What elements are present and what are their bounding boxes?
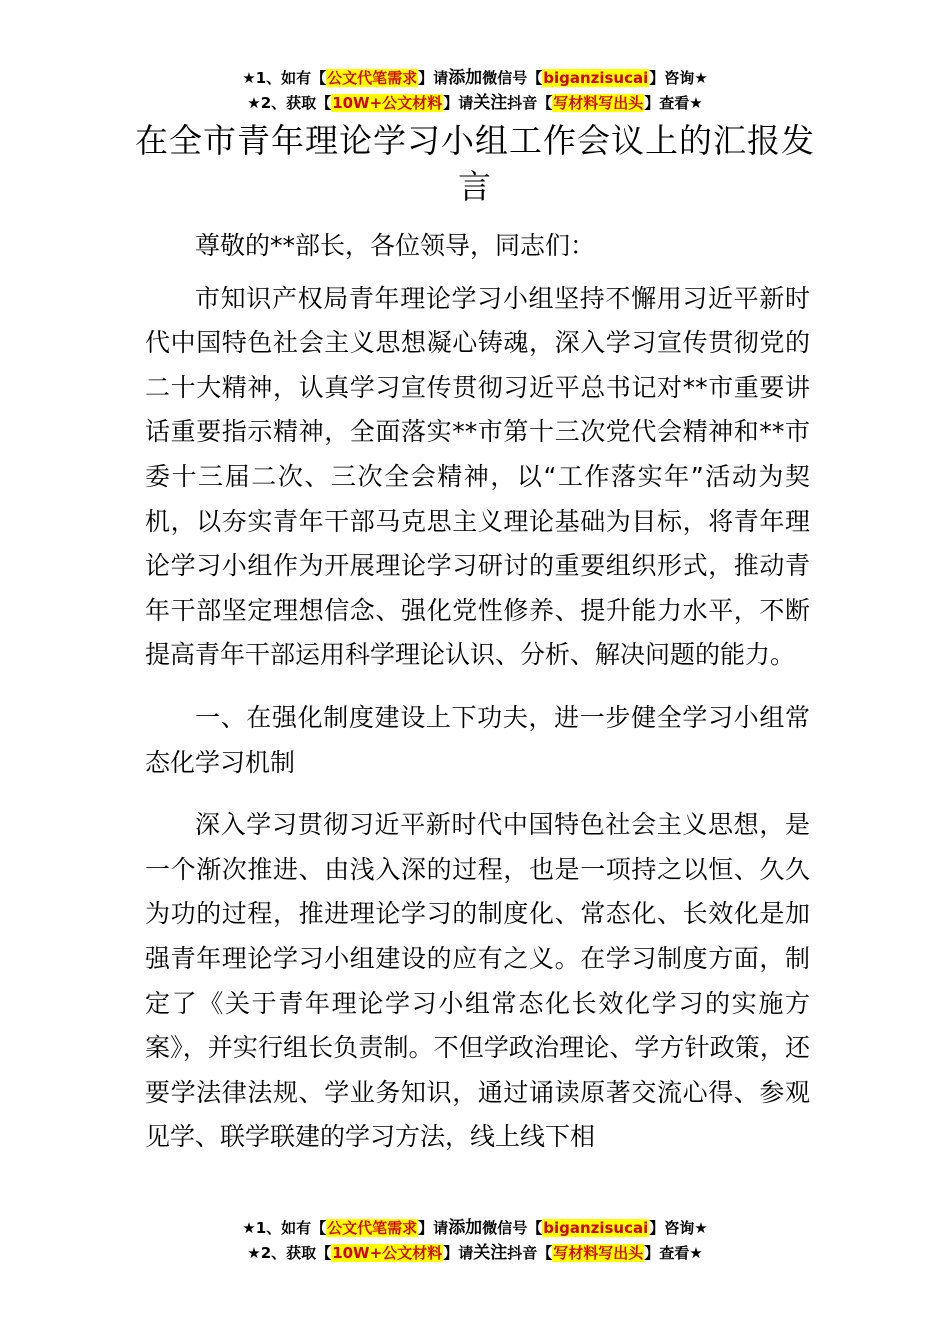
banner-line-1	[0, 1216, 950, 1241]
banner-text: 】请	[443, 94, 474, 112]
banner-emphasis: 添加	[448, 68, 483, 88]
banner-line-2	[0, 91, 950, 116]
paragraph-intro: 市知识产权局青年理论学习小组坚持不懈用习近平新时代中国特色社会主义思想凝心铸魂，深入学习宣传贯彻党的二十大精神，认真学习宣传贯彻习近平总书记对**市重要讲话重要指示精神，全面落实**市第十三次党代会精神和**市委十三届二次、三次全会精神，以“工作落实年”活动为契机，以夯实青年干部马克思主义理论基础为目标，将青年理论学习小组作为开展理论学习研讨的重要组织形式，推动青年干部坚定理想信念、强化党性修养、提升能力水平，不断提高青年干部运用科学理论认识、分析、解决问题的能力。	[145, 283, 810, 670]
highlight-wechat-id: biganzisucai	[543, 69, 649, 87]
banner-text: ★2、获取【	[247, 1244, 332, 1262]
document-body	[145, 224, 810, 1160]
highlight-service: 公文代笔需求	[327, 69, 418, 87]
banner-text: 微信号【	[482, 1219, 543, 1237]
banner-text: ★2、获取【	[247, 94, 332, 112]
banner-text: 】请	[418, 1219, 449, 1237]
banner-text: ★1、如有【	[242, 1219, 327, 1237]
banner-emphasis: 添加	[448, 1218, 483, 1238]
banner-text: 】查看★	[644, 94, 703, 112]
document-title: 在全市青年理论学习小组工作会议上的汇报发言	[135, 121, 815, 206]
highlight-douyin-account: 写材料写出头	[553, 1244, 644, 1262]
banner-emphasis: 关注	[473, 93, 508, 113]
banner-text: 】请	[443, 1244, 474, 1262]
banner-text: 抖音【	[507, 1244, 553, 1262]
highlight-wechat-id: biganzisucai	[543, 1219, 649, 1237]
banner-text: ★1、如有【	[242, 69, 327, 87]
highlight-materials: 10W+公文材料	[332, 1244, 443, 1262]
highlight-douyin-account: 写材料写出头	[553, 94, 644, 112]
header-banner	[0, 66, 950, 116]
banner-line-2	[0, 1241, 950, 1266]
section-heading-1: 一、在强化制度建设上下功夫，进一步健全学习小组常态化学习机制	[145, 702, 810, 777]
salutation: 尊敬的**部长，各位领导，同志们：	[195, 231, 596, 260]
footer-banner	[0, 1216, 950, 1266]
banner-text: 】查看★	[644, 1244, 703, 1262]
banner-line-1	[0, 66, 950, 91]
banner-text: 】咨询★	[649, 69, 708, 87]
banner-text: 微信号【	[482, 69, 543, 87]
banner-emphasis: 关注	[473, 1243, 508, 1263]
highlight-materials: 10W+公文材料	[332, 94, 443, 112]
banner-text: 】请	[418, 69, 449, 87]
banner-text: 抖音【	[507, 94, 553, 112]
highlight-service: 公文代笔需求	[327, 1219, 418, 1237]
paragraph-section-1: 深入学习贯彻习近平新时代中国特色社会主义思想，是一个渐次推进、由浅入深的过程，也是一项持之以恒、久久为功的过程，推进理论学习的制度化、常态化、长效化是加强青年理论学习小组建设的应有之义。在学习制度方面，制定了《关于青年理论学习小组常态化长效化学习的实施方案》，并实行组长负责制。不但学政治理论、学方针政策，还要学法律法规、学业务知识，通过诵读原著交流心得、参观见学、联学联建的学习方法，线上线下相	[145, 810, 810, 1152]
banner-text: 】咨询★	[649, 1219, 708, 1237]
